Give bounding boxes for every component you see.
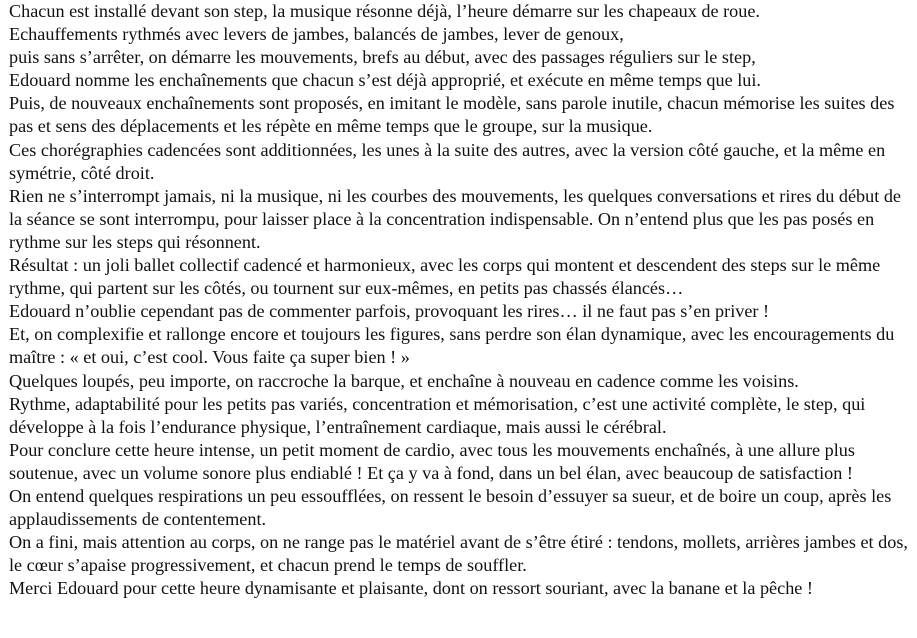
paragraph-1: Chacun est installé devant son step, la musique résonne déjà, l’heure démarre sur les chapeaux de roue.	[9, 1, 760, 21]
document-body	[9, 0, 909, 600]
paragraph-14: On entend quelques respirations un peu essoufflées, on ressent le besoin d’essuyer sa sueur, et de boire un coup, après les applaudissements de contentement.	[9, 485, 892, 530]
paragraph-4: Edouard nomme les enchaînements que chacun s’est déjà approprié, et exécute en même temps que lui.	[9, 70, 761, 91]
paragraph-12: Rythme, adaptabilité pour les petits pas variés, concentration et mémorisation, c’est une activité complète, le step, qui développe à la fois l’endurance physique, l’entraînement cardiaque, mais aussi le cérébral.	[9, 393, 866, 437]
paragraph-10: Et, on complexifie et rallonge encore et toujours les figures, sans perdre son élan dynamique, avec les encouragements du maître : « et oui, c’est cool. Vous faite ça super bien ! »	[9, 324, 895, 368]
paragraph-3: puis sans s’arrêter, on démarre les mouvements, brefs au début, avec des passages réguliers sur le step,	[9, 47, 756, 68]
paragraph-15: On a fini, mais attention au corps, on ne range pas le matériel avant de s’être étiré : tendons, mollets, arrières jambes et dos, le cœur s’apaise progressivement, et chacun prend le temps de souffler.	[9, 532, 908, 576]
paragraph-9: Edouard n’oublie cependant pas de commenter parfois, provoquant les rires… il ne faut pas s’en priver !	[9, 301, 770, 322]
paragraph-13: Pour conclure cette heure intense, un petit moment de cardio, avec tous les mouvements enchaînés, à une allure plus soutenue, avec un volume sonore plus endiablé ! Et ça y va à fond, dans un bel élan, avec beaucoup de satisfaction !	[9, 439, 855, 483]
paragraph-6: Ces chorégraphies cadencées sont additionnées, les unes à la suite des autres, avec la version côté gauche, et la même en symétrie, côté droit.	[9, 139, 886, 183]
paragraph-2: Echauffements rythmés avec levers de jambes, balancés de jambes, lever de genoux,	[9, 24, 624, 45]
paragraph-11: Quelques loupés, peu importe, on raccroche la barque, et enchaîne à nouveau en cadence comme les voisins.	[9, 370, 799, 391]
paragraph-16: Merci Edouard pour cette heure dynamisante et plaisante, dont on ressort souriant, avec la banane et la pêche !	[9, 578, 813, 599]
paragraph-8: Résultat : un joli ballet collectif cadencé et harmonieux, avec les corps qui montent et descendent des steps sur le même rythme, qui partent sur les côtés, ou tournent sur eux-mêmes, en petits pas chassés élancés…	[9, 255, 881, 299]
paragraph-7: Rien ne s’interrompt jamais, ni la musique, ni les courbes des mouvements, les quelques conversations et rires du début de la séance se sont interrompu, pour laisser place à la concentration indispensable. On n’entend plus que les pas posés en rythme sur les steps qui résonnent.	[9, 185, 901, 252]
paragraph-5: Puis, de nouveaux enchaînements sont proposés, en imitant le modèle, sans parole inutile, chacun mémorise les suites des pas et sens des déplacements et les répète en même temps que le groupe, sur la musique.	[9, 93, 895, 137]
